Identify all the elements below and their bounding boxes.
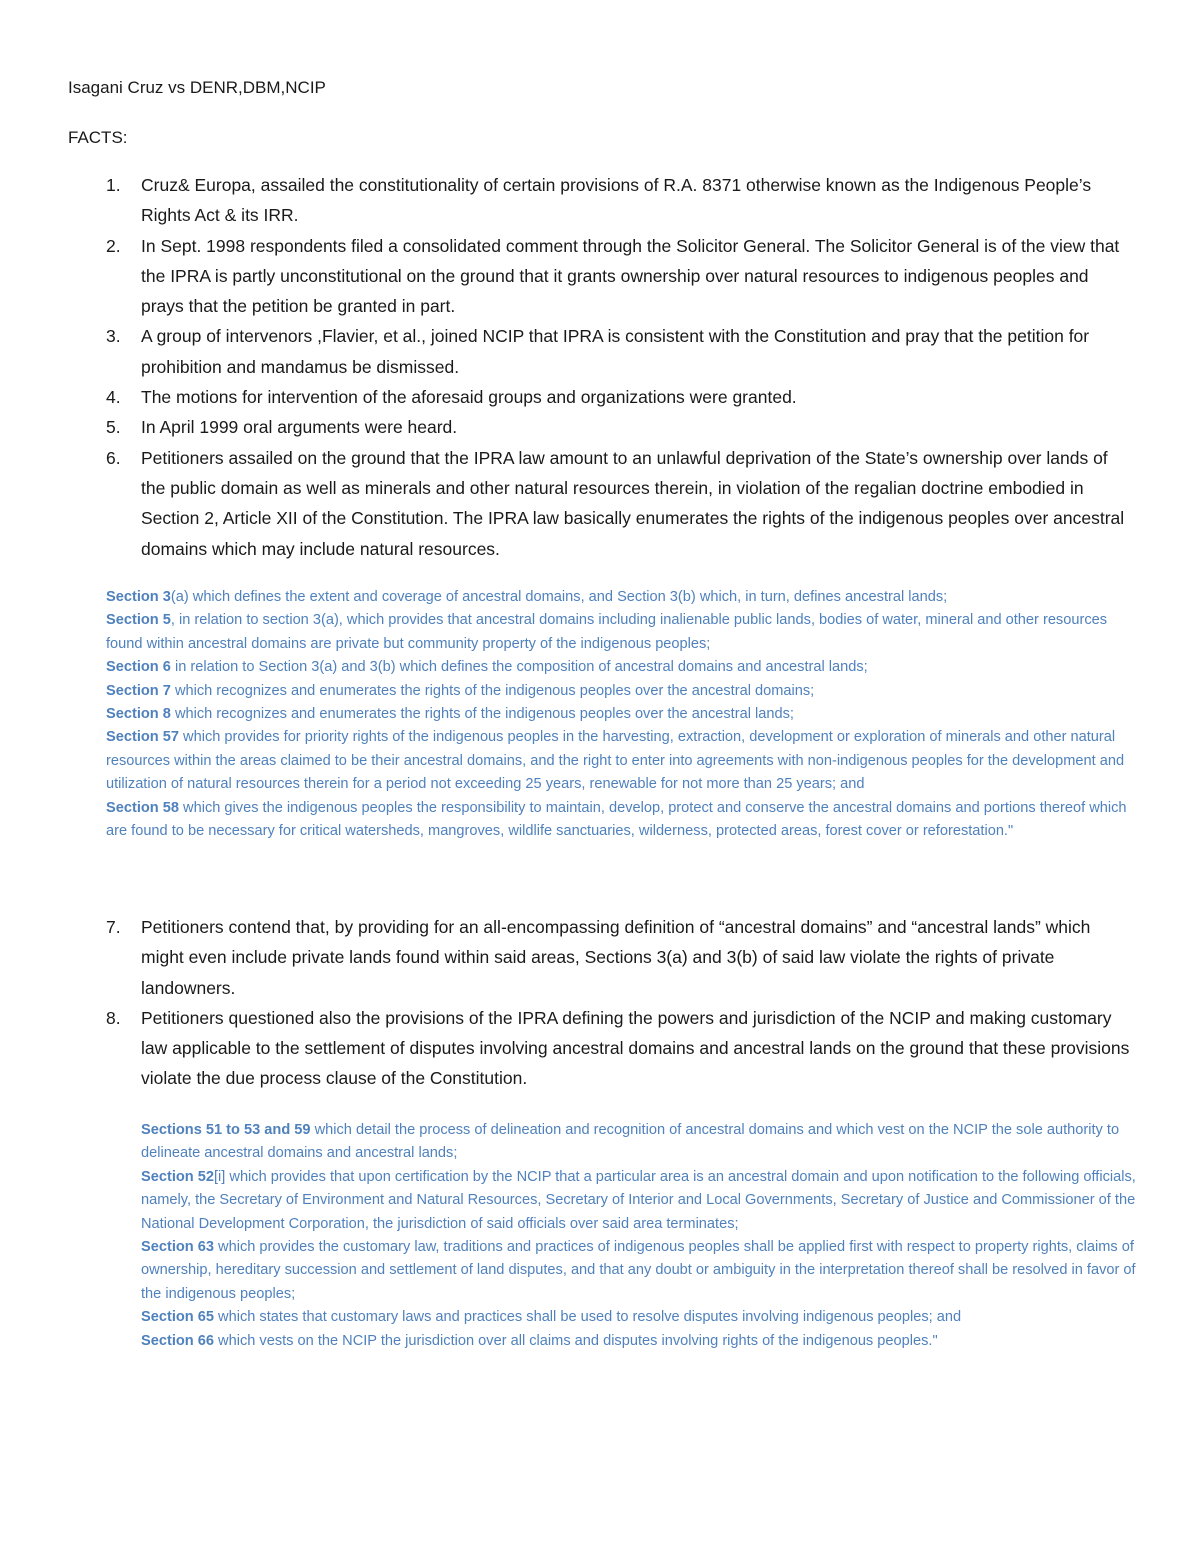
fact-text: In Sept. 1998 respondents filed a consolidated comment through the Solicitor General. The Solicitor General is of the view that the IPRA is partly unconstitutional on the ground that it grants ownership over natural resources to indigenous peoples and prays that the petition be granted in part. xyxy=(141,235,1120,317)
provision-item xyxy=(106,797,1136,844)
fact-item xyxy=(0,912,1200,1003)
provision-label: Section 58 xyxy=(106,799,179,816)
fact-item xyxy=(0,412,1200,442)
provision-text: in relation to Section 3(a) and 3(b) which defines the composition of ancestral domains and ancestral lands; xyxy=(170,659,868,676)
fact-text: In April 1999 oral arguments were heard. xyxy=(141,417,458,438)
provision-item xyxy=(141,1119,1136,1166)
provision-item xyxy=(106,609,1136,656)
provision-item xyxy=(106,586,1136,609)
provision-text: [i] which provides that upon certification by the NCIP that a particular area is an ancestral domain and upon notification to the following officials, namely, the Secretary of Environment and Natural Resources, Secretary of Interior and Local Governments, Secretary of Justice and Commissioner of the National Development Corporation, the jurisdiction of said officials over said area terminates; xyxy=(141,1168,1136,1232)
document-title: Isagani Cruz vs DENR,DBM,NCIP xyxy=(68,78,326,97)
provision-label: Section 66 xyxy=(141,1332,214,1349)
provision-text: which provides for priority rights of the indigenous peoples in the harvesting, extraction, development or exploration of minerals and other natural resources within the areas claimed to be their ancestral domains, and the right to enter into agreements with non-indigenous peoples for the development and utilization of natural resources therein for a period not exceeding 25 years, renewable for not more than 25 years; and xyxy=(106,729,1125,793)
fact-number: 4. xyxy=(106,387,121,408)
provisions-list xyxy=(141,1119,1136,1353)
provision-text: which provides the customary law, traditions and practices of indigenous peoples shall be applied first with respect to property rights, claims of ownership, hereditary succession and settlement of land disputes, and that any doubt or ambiguity in the interpretation thereof shall be resolved in favor of the indigenous peoples; xyxy=(141,1239,1136,1302)
fact-number: 2. xyxy=(106,235,121,256)
fact-number: 1. xyxy=(106,175,121,195)
fact-number: 8. xyxy=(106,1007,121,1028)
provision-item xyxy=(141,1166,1136,1236)
provision-text: which gives the indigenous peoples the responsibility to maintain, develop, protect and conserve the ancestral domains and portions thereof which are found to be necessary for critical watersheds, mangroves, wildlife sanctuaries, wilderness, protected areas, forest cover or reforestation." xyxy=(106,799,1127,840)
provision-text: which vests on the NCIP the jurisdiction over all claims and disputes involving rights of the indigenous peoples." xyxy=(214,1332,938,1349)
provision-item xyxy=(141,1330,1136,1353)
provision-label: Sections 51 to 53 and 59 xyxy=(141,1122,311,1138)
provision-text: which recognizes and enumerates the rights of the indigenous peoples over the ancestral domains; xyxy=(170,682,815,699)
provision-label: Section 3 xyxy=(106,589,171,605)
provision-label: Section 57 xyxy=(106,729,179,746)
provision-item xyxy=(106,703,1136,726)
facts-list xyxy=(0,170,1200,564)
provision-label: Section 6 xyxy=(106,659,171,676)
provisions-list xyxy=(106,586,1136,843)
provision-label: Section 65 xyxy=(141,1309,214,1326)
provision-label: Section 8 xyxy=(106,706,171,723)
provision-text: which detail the process of delineation and recognition of ancestral domains and which vest on the NCIP the sole authority to delineate ancestral domains and ancestral lands; xyxy=(141,1122,1120,1162)
provision-item xyxy=(106,680,1136,703)
fact-item xyxy=(0,170,1200,231)
fact-item xyxy=(0,231,1200,322)
fact-text: Petitioners questioned also the provisions of the IPRA defining the powers and jurisdiction of the NCIP and making customary law applicable to the settlement of disputes involving ancestral domains and ancestral lands on the ground that these provisions violate the due process clause of the Constitution. xyxy=(141,1007,1130,1089)
provision-text: (a) which defines the extent and coverage of ancestral domains, and Section 3(b) which, in turn, defines ancestral lands; xyxy=(170,589,948,605)
fact-text: A group of intervenors ,Flavier, et al., joined NCIP that IPRA is consistent with the Constitution and pray that the petition for prohibition and mandamus be dismissed. xyxy=(141,326,1090,377)
fact-item xyxy=(0,443,1200,564)
provision-label: Section 7 xyxy=(106,682,171,699)
provision-item xyxy=(106,726,1136,796)
fact-item xyxy=(0,382,1200,412)
fact-text: Cruz& Europa, assailed the constitutionality of certain provisions of R.A. 8371 otherwise known as the Indigenous People’s Rights Act & its IRR. xyxy=(141,175,1092,226)
fact-text: Petitioners assailed on the ground that the IPRA law amount to an unlawful deprivation of the State’s ownership over lands of the public domain as well as minerals and other natural resources therein, in violation of the regalian doctrine embodied in Section 2, Article XII of the Constitution. The IPRA law basically enumerates the rights of the indigenous peoples over ancestral domains which may include natural resources. xyxy=(141,447,1125,559)
provision-item xyxy=(106,656,1136,679)
provision-text: which states that customary laws and practices shall be used to resolve disputes involving indigenous peoples; and xyxy=(214,1309,962,1326)
provision-label: Section 63 xyxy=(141,1239,214,1256)
provision-label: Section 52 xyxy=(141,1168,214,1185)
fact-text: Petitioners contend that, by providing for an all-encompassing definition of “ancestral domains” and “ancestral lands” which might even include private lands found within said areas, Sections 3(a) and 3(b) of said law violate the rights of private landowners. xyxy=(141,917,1091,998)
fact-number: 3. xyxy=(106,326,121,347)
facts-heading: FACTS: xyxy=(68,128,128,147)
provision-text: , in relation to section 3(a), which provides that ancestral domains including inalienable public lands, bodies of water, mineral and other resources found within ancestral domains are private but community property of the indigenous peoples; xyxy=(106,612,1108,652)
facts-list xyxy=(0,912,1200,1094)
provision-item xyxy=(141,1306,1136,1329)
provision-text: which recognizes and enumerates the rights of the indigenous peoples over the ancestral lands; xyxy=(170,706,794,723)
fact-number: 6. xyxy=(106,447,121,468)
fact-item xyxy=(0,321,1200,382)
fact-text: The motions for intervention of the aforesaid groups and organizations were granted. xyxy=(141,387,797,408)
fact-number: 7. xyxy=(106,917,121,937)
provision-item xyxy=(141,1236,1136,1306)
fact-number: 5. xyxy=(106,417,121,438)
provision-label: Section 5 xyxy=(106,612,171,629)
fact-item xyxy=(0,1003,1200,1094)
